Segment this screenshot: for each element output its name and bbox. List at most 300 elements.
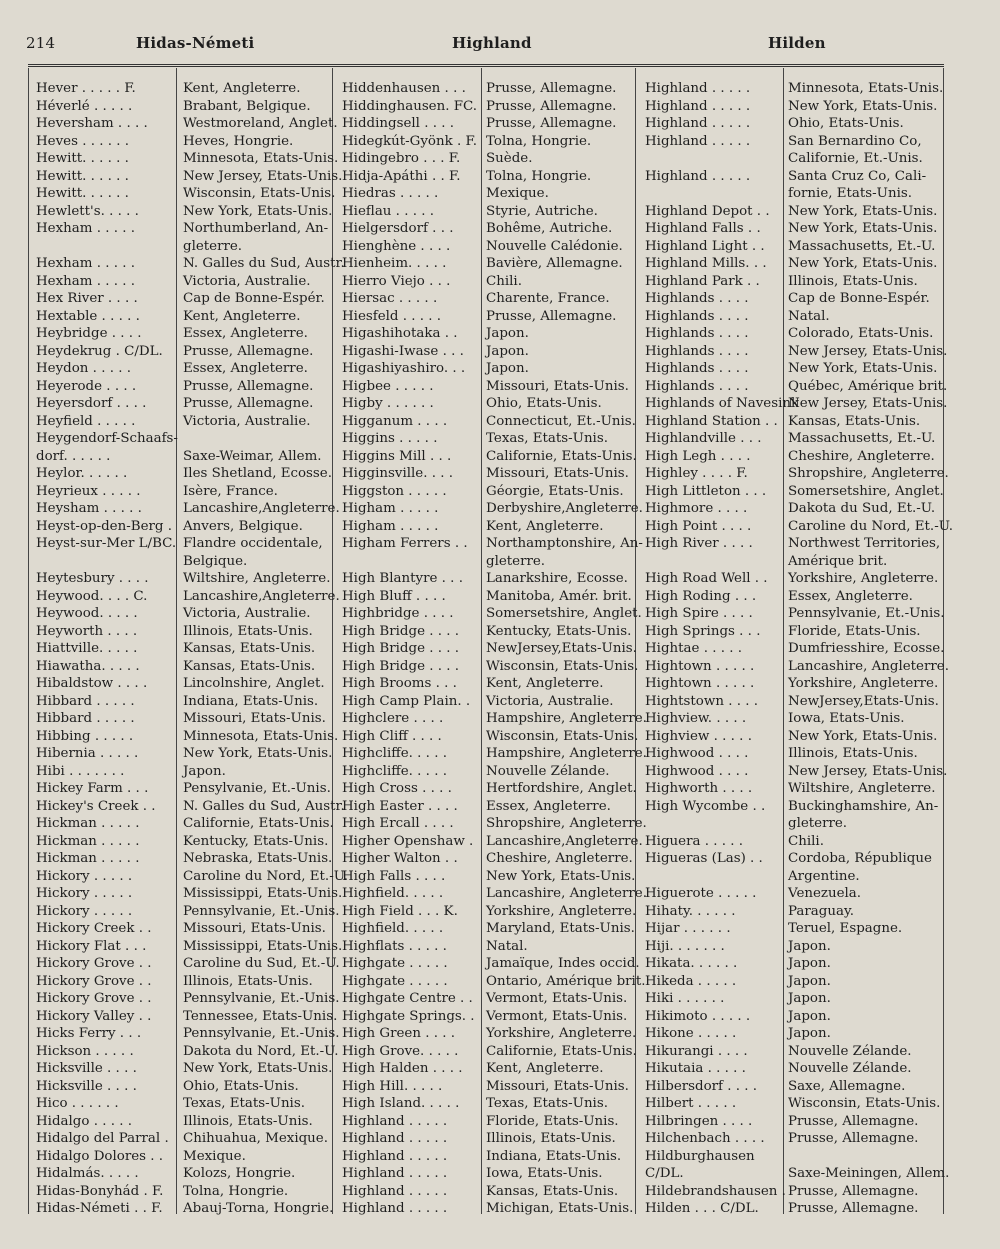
place-location: Michigan, Etats-Unis. [486,1201,634,1216]
place-name: Highland . . . . . [645,133,751,149]
place-name: Hicks Ferry . . . [36,1026,142,1041]
place-location: Nebraska, Etats-Unis. [183,851,333,866]
place-name: Hibaldstow . . . . [36,676,148,691]
place-name: Hickman . . . . . [36,816,140,831]
place-location: Kansas, Etats-Unis. [183,658,316,674]
place-name: Hikurangi . . . . [645,1043,748,1059]
place-name: Hickory Grove . . [36,956,152,971]
place-name: Hexham . . . . . [36,221,136,236]
place-location: gleterre. [183,238,243,254]
place-name: Hidalmás. . . . . [36,1166,139,1181]
place-location: Venezuela. [788,886,862,901]
place-location: Chili. [486,273,522,289]
place-name: Highland . . . . . [342,1131,448,1146]
place-location: Lancashire, Angleterre. [788,658,949,674]
place-location: Saxe, Allemagne. [788,1078,906,1094]
place-location: Lincolnshire, Anglet. [183,676,325,691]
place-name: Hielgersdorf . . . [342,221,454,236]
place-name: Hico . . . . . . [36,1096,119,1111]
place-name: Hever . . . . . F. [36,81,136,96]
place-name: Hibi . . . . . . . [36,763,125,779]
place-location: Buckinghamshire, An- [788,798,939,814]
place-location: Kent, Angleterre. [486,518,604,534]
place-location: Californie, Et.-Unis. [788,151,923,166]
place-name: Highview. . . . . [645,711,747,726]
place-name: Hijar . . . . . . [645,921,731,936]
place-name: Hickey's Creek . . [36,798,156,814]
place-name: Hickman . . . . . [36,833,140,849]
place-name: Higuera . . . . . [645,833,744,849]
place-location: Texas, Etats-Unis. [183,1096,305,1111]
place-name: Hihaty. . . . . . [645,903,736,919]
place-name: Hibernia . . . . . [36,746,139,761]
place-location: Saxe-Meiningen, Allem. [788,1166,950,1181]
place-location: Prusse, Allemagne. [183,378,314,394]
place-location: Nouvelle Calédonie. [486,238,623,254]
place-location: Victoria, Australie. [486,693,614,709]
place-name: Hidalgo Dolores . . [36,1148,164,1164]
place-location: New York, Etats-Unis. [183,1061,333,1076]
place-location: Suède. [486,151,533,166]
place-location: Kansas, Etats-Unis. [486,1183,619,1199]
place-location: Cheshire, Angleterre. [788,448,935,464]
place-name: Hewitt. . . . . . [36,168,129,184]
place-name: Hidja-Apáthi . . F. [342,168,461,184]
place-location: Essex, Angleterre. [183,361,308,376]
place-name: Higham . . . . . [342,501,439,516]
place-name: Hilbert . . . . . [645,1096,737,1111]
place-location: Missouri, Etats-Unis. [486,1078,629,1094]
place-location: NewJersey,Etats-Unis. [788,693,939,709]
place-name: Hewitt. . . . . . [36,151,129,166]
place-location: Wisconsin, Etats-Unis. [183,186,336,201]
place-name: Heygendorf-Schaafs- [36,431,178,446]
place-location: Prusse, Allemagne. [486,116,617,131]
place-location: Iowa, Etats-Unis. [486,1166,603,1181]
place-name: Heytesbury . . . . [36,571,149,586]
place-name: Highgate . . . . . [342,956,448,971]
place-location: Japon. [788,1026,831,1041]
place-name: Higham . . . . . [342,518,439,534]
place-location: Mexique. [183,1148,246,1164]
place-location: Pennsylvanie, Et.-Unis. [183,1026,340,1041]
place-location: New York, Etats-Unis. [788,203,938,219]
place-name: Hierro Viejo . . . [342,273,451,289]
place-name: Hidas-Németi . . F. [36,1201,163,1216]
place-location: Saxe-Weimar, Allem. [183,448,322,464]
place-location: Prusse, Allemagne. [788,1183,919,1199]
place-name: Highcliffe. . . . . [342,746,447,761]
place-name: High Island. . . . . [342,1096,460,1111]
place-name: Heywood. . . . . [36,606,138,621]
place-name: Hiddenhausen . . . [342,81,466,96]
place-name: Hex River . . . . [36,291,138,306]
place-location: Essex, Angleterre. [183,326,308,341]
place-name: Heysham . . . . . [36,501,142,516]
place-location: Illinois, Etats-Unis. [183,1113,313,1129]
place-location: Cap de Bonne-Espér. [788,291,930,306]
place-location: Caroline du Nord, Et.-U. [788,518,954,534]
place-name: Hickory Grove . . [36,991,152,1006]
place-name: High Bridge . . . . [342,658,460,674]
place-name: Hiesfeld . . . . . [342,308,442,324]
place-name: Heyfield . . . . . [36,413,136,429]
place-location: Illinois, Etats-Unis. [788,746,918,761]
place-name: Higher Openshaw . [342,833,474,849]
place-location: Northamptonshire, An- [486,536,643,551]
place-name: Hibbard . . . . . [36,711,135,726]
place-location: Wisconsin, Etats-Unis. [486,728,639,744]
place-location: Prusse, Allemagne. [183,343,314,359]
place-location: Wiltshire, Angleterre. [788,781,936,796]
place-location: Ontario, Amérique brit. [486,973,646,989]
place-name: High Halden . . . . [342,1061,463,1076]
place-name: Highclere . . . . [342,711,444,726]
place-name: Hilden . . . C/DL. [645,1201,759,1216]
place-location: Japon. [788,956,831,971]
place-name: Higashihotaka . . [342,326,458,341]
place-name: Highland Falls . . [645,221,761,236]
place-location: Minnesota, Etats-Unis. [788,81,944,96]
place-location: Nouvelle Zélande. [788,1043,912,1059]
place-name: Highlands of Navesink [645,396,800,411]
place-name: Higby . . . . . . [342,396,434,411]
place-name: Highland Park . . [645,273,760,289]
place-location: Illinois, Etats-Unis. [183,973,313,989]
place-name: Heywood. . . . C. [36,588,148,604]
place-name: Highland Station . . [645,413,778,429]
place-location: Essex, Angleterre. [788,588,913,604]
place-location: Amérique brit. [788,553,888,569]
place-location: Belgique. [183,553,248,569]
place-name: Highland . . . . . [645,81,751,96]
place-name: Highland Depot . . [645,203,770,219]
place-location: Cap de Bonne-Espér. [183,291,325,306]
place-location: Charente, France. [486,291,610,306]
place-location: Kent, Angleterre. [486,676,604,691]
place-name: Hicksville . . . . [36,1078,137,1094]
place-name: High Blantyre . . . [342,571,463,586]
place-location: Bavière, Allemagne. [486,256,623,271]
place-location: Isère, France. [183,483,278,499]
place-location: San Bernardino Co, [788,133,922,149]
place-name: dorf. . . . . . [36,448,111,464]
place-location: NewJersey,Etats-Unis. [486,641,637,656]
place-name: Highgate . . . . . [342,973,448,989]
place-location: Vermont, Etats-Unis. [486,1008,628,1024]
place-location: Prusse, Allemagne. [486,308,617,324]
place-name: Highbridge . . . . [342,606,454,621]
place-name: Highlands . . . . [645,326,749,341]
place-location: Prusse, Allemagne. [183,396,314,411]
place-location: Illinois, Etats-Unis. [788,273,918,289]
place-location: Missouri, Etats-Unis. [183,921,326,936]
place-name: Hildebrandshausen . [645,1183,786,1199]
place-location: Chili. [788,833,824,849]
place-name: Higueras (Las) . . [645,851,763,866]
header-right-guideword: Hilden [768,34,826,52]
place-name: Highwood . . . . [645,763,749,779]
place-name: Hickory . . . . . [36,886,133,901]
place-location: Nouvelle Zélande. [788,1061,912,1076]
place-location: N. Galles du Sud, Austr. [183,256,345,271]
place-name: Hidalgo del Parral . [36,1131,169,1146]
place-name: Heyerode . . . . [36,378,137,394]
place-location: Prusse, Allemagne. [788,1113,919,1129]
place-name: Highcliffe. . . . . [342,763,447,779]
place-location: Styrie, Autriche. [486,203,598,219]
place-location: Cordoba, République [788,851,932,866]
place-location: Bohême, Autriche. [486,221,613,236]
place-name: Highlands . . . . [645,378,749,394]
place-name: Heyst-sur-Mer L/BC. [36,536,177,551]
place-name: Hiddingsell . . . . [342,116,454,131]
place-location: Pennsylvanie, Et.-Unis. [183,991,340,1006]
place-location: Tennessee, Etats-Unis. [183,1008,338,1024]
place-location: Tolna, Hongrie. [486,168,592,184]
place-name: Higashiyashiro. . . [342,361,466,376]
place-location: Californie, Etats-Unis. [486,1043,637,1059]
place-name: Hickory Valley . . [36,1008,152,1024]
place-location: Indiana, Etats-Unis. [486,1148,622,1164]
place-location: Tolna, Hongrie. [183,1183,289,1199]
place-location: Japon. [486,326,529,341]
place-location: Kansas, Etats-Unis. [788,413,921,429]
place-location: Derbyshire,Angleterre. [486,501,643,516]
place-name: Heydon . . . . . [36,361,131,376]
place-name: Highland . . . . . [342,1113,448,1129]
place-name: High Cross . . . . [342,781,452,796]
place-name: Hidegkút-Gyönk . F. [342,133,477,149]
place-name: Heyworth . . . . [36,623,138,639]
rule-col5 [783,68,784,1214]
place-name: Heyst-op-den-Berg . [36,518,172,534]
place-name: High Bluff . . . . [342,588,446,604]
place-location: Somersetshire, Anglet. [788,483,944,499]
place-location: Anvers, Belgique. [183,518,303,534]
place-location: New York, Etats-Unis. [183,746,333,761]
place-location: Iles Shetland, Ecosse. [183,466,332,481]
place-location: Japon. [486,361,529,376]
place-location: Nouvelle Zélande. [486,763,610,779]
place-location: Géorgie, Etats-Unis. [486,483,624,499]
place-location: Ohio, Etats-Unis. [486,396,602,411]
place-name: Heyersdorf . . . . [36,396,147,411]
header-left-guideword: Hidas-Németi [136,34,255,52]
place-name: High Green . . . . [342,1026,456,1041]
place-name: High Easter . . . . [342,798,458,814]
place-name: Higgston . . . . . [342,483,447,499]
place-location: Paraguay. [788,903,854,919]
place-location: Kent, Angleterre. [183,81,301,96]
place-name: Higgins Mill . . . [342,448,452,464]
place-location: Cheshire, Angleterre. [486,851,633,866]
place-name: Higuerote . . . . . [645,886,757,901]
place-name: High Littleton . . . [645,483,767,499]
place-name: Hikeda . . . . . [645,973,737,989]
place-name: C/DL. [645,1166,684,1181]
place-name: Heybridge . . . . [36,326,142,341]
place-location: New York, Etats-Unis. [183,203,333,219]
place-name: High Ercall . . . . [342,816,454,831]
place-name: Heylor. . . . . . [36,466,128,481]
place-name: High Hill. . . . . [342,1078,443,1094]
place-location: Dakota du Sud, Et.-U. [788,501,936,516]
place-name: Highland . . . . . [342,1166,448,1181]
place-name: Hightown . . . . . [645,658,755,674]
place-location: Santa Cruz Co, Cali- [788,168,927,184]
place-location: Abauj-Torna, Hongrie. [183,1201,334,1216]
place-name: Highley . . . . F. [645,466,748,481]
place-location: Missouri, Etats-Unis. [486,466,629,481]
place-name: Highland . . . . . [342,1183,448,1199]
place-name: Highland . . . . . [342,1148,448,1164]
place-location: Québec, Amérique brit. [788,378,948,394]
place-location: Japon. [183,763,226,779]
place-location: Yorkshire, Angleterre. [788,571,939,586]
place-location: Illinois, Etats-Unis. [183,623,313,639]
place-location: Brabant, Belgique. [183,98,311,114]
place-name: Hiji. . . . . . . [645,938,725,954]
place-location: Californie, Etats-Unis. [183,816,334,831]
place-location: Yorkshire, Angleterre. [486,1026,637,1041]
place-location: Connecticut, Et.-Unis. [486,413,636,429]
place-name: High River . . . . [645,536,753,551]
place-name: High Grove. . . . . [342,1043,459,1059]
place-name: Highland . . . . . [645,116,751,131]
place-name: Hickman . . . . . [36,851,140,866]
place-name: Hewitt. . . . . . [36,186,129,201]
place-location: Dakota du Nord, Et.-U. [183,1043,339,1059]
place-location: Natal. [486,938,528,954]
place-location: Kent, Angleterre. [486,1061,604,1076]
place-location: Floride, Etats-Unis. [788,623,921,639]
place-location: Ohio, Etats-Unis. [183,1078,299,1094]
place-location: Japon. [788,991,831,1006]
place-location: Natal. [788,308,830,324]
place-location: Northwest Territories, [788,536,941,551]
place-location: Floride, Etats-Unis. [486,1113,619,1129]
place-name: High Roding . . . [645,588,757,604]
place-name: Hickory Flat . . . [36,938,147,954]
place-name: Higbee . . . . . [342,378,434,394]
place-name: High Brooms . . . [342,676,457,691]
place-location: Shropshire, Angleterre. [486,816,647,831]
place-name: Hienghène . . . . [342,238,451,254]
place-name: Highflats . . . . . [342,938,447,954]
place-location: Texas, Etats-Unis. [486,431,608,446]
place-name: Hidas-Bonyhád . F. [36,1183,164,1199]
place-location: Kent, Angleterre. [183,308,301,324]
place-location: Kentucky, Etats-Unis. [183,833,329,849]
place-location: New York, Etats-Unis. [788,98,938,114]
place-location: Prusse, Allemagne. [788,1201,919,1216]
place-location: Teruel, Espagne. [788,921,903,936]
place-location: Massachusetts, Et.-U. [788,238,936,254]
place-name: Hightae . . . . . [645,641,743,656]
place-location: gleterre. [486,553,546,569]
place-location: Yorkshire, Angleterre. [788,676,939,691]
place-name: Highland . . . . . [342,1201,448,1216]
place-name: High Springs . . . [645,623,761,639]
place-name: Highland . . . . . [645,168,751,184]
place-name: Hibbing . . . . . [36,728,134,744]
place-location: Indiana, Etats-Unis. [183,693,319,709]
place-name: Higham Ferrers . . [342,536,468,551]
place-location: Wisconsin, Etats-Unis. [788,1096,941,1111]
place-location: Lancashire,Angleterre. [183,588,340,604]
place-name: High Legh . . . . [645,448,751,464]
place-name: Héverlé . . . . . [36,98,133,114]
place-name: High Cliff . . . . [342,728,442,744]
place-location: Westmoreland, Anglet. [183,116,338,131]
place-location: Northumberland, An- [183,221,329,236]
place-name: Hiddinghausen. FC. [342,98,478,114]
place-name: Hiedras . . . . . [342,186,439,201]
place-location: New York, Etats-Unis. [788,256,938,271]
place-name: Hibbard . . . . . [36,693,135,709]
place-location: N. Galles du Sud, Austr. [183,798,345,814]
place-name: Higgins . . . . . [342,431,438,446]
place-name: Highfield. . . . . [342,886,444,901]
place-name: Hickson . . . . . [36,1043,134,1059]
place-name: Highlands . . . . [645,308,749,324]
place-location: Victoria, Australie. [183,413,311,429]
place-name: Hieflau . . . . . [342,203,434,219]
place-location: Californie, Etats-Unis. [486,448,637,464]
place-location: Iowa, Etats-Unis. [788,711,905,726]
place-name: Highworth . . . . [645,781,753,796]
place-location: New Jersey, Etats-Unis. [788,343,948,359]
place-location: Argentine. [788,868,860,884]
place-location: New Jersey, Etats-Unis. [183,168,343,184]
place-location: New York, Etats-Unis. [788,221,938,236]
place-name: Hidingebro . . . F. [342,151,461,166]
place-name: Hiersac . . . . . [342,291,438,306]
place-location: Pennsylvanie, Et.-Unis. [788,606,945,621]
place-name: Hickey Farm . . . [36,781,149,796]
place-name: Hilbringen . . . . [645,1113,753,1129]
place-location: Massachusetts, Et.-U. [788,431,936,446]
place-name: Heyrieux . . . . . [36,483,141,499]
place-name: Higashi-Iwase . . . [342,343,464,359]
place-location: Japon. [486,343,529,359]
place-location: Yorkshire, Angleterre. [486,903,637,919]
place-location: Maryland, Etats-Unis. [486,921,635,936]
place-name: Hexham . . . . . [36,256,136,271]
place-name: Highlandville . . . [645,431,762,446]
place-location: Prusse, Allemagne. [486,98,617,114]
place-location: Kolozs, Hongrie. [183,1166,296,1181]
place-location: New York, Etats-Unis. [788,728,938,744]
place-name: Highmore . . . . [645,501,748,516]
place-location: Victoria, Australie. [183,273,311,289]
place-name: High Falls . . . . [342,868,446,884]
place-location: Japon. [788,938,831,954]
place-location: Mississippi, Etats-Unis. [183,886,343,901]
place-name: Hilbersdorf . . . . [645,1078,758,1094]
place-name: Hewlett's. . . . . [36,203,139,219]
place-location: Minnesota, Etats-Unis. [183,728,339,744]
place-location: Lancashire,Angleterre. [486,833,643,849]
place-name: Highgate Centre . . [342,991,473,1006]
place-name: Hikimoto . . . . . [645,1008,751,1024]
place-name: Highland . . . . . [645,98,751,114]
place-name: Heversham . . . . [36,116,148,131]
place-name: Highview . . . . . [645,728,752,744]
place-name: Heves . . . . . . [36,133,130,149]
place-location: Kansas, Etats-Unis. [183,641,316,656]
